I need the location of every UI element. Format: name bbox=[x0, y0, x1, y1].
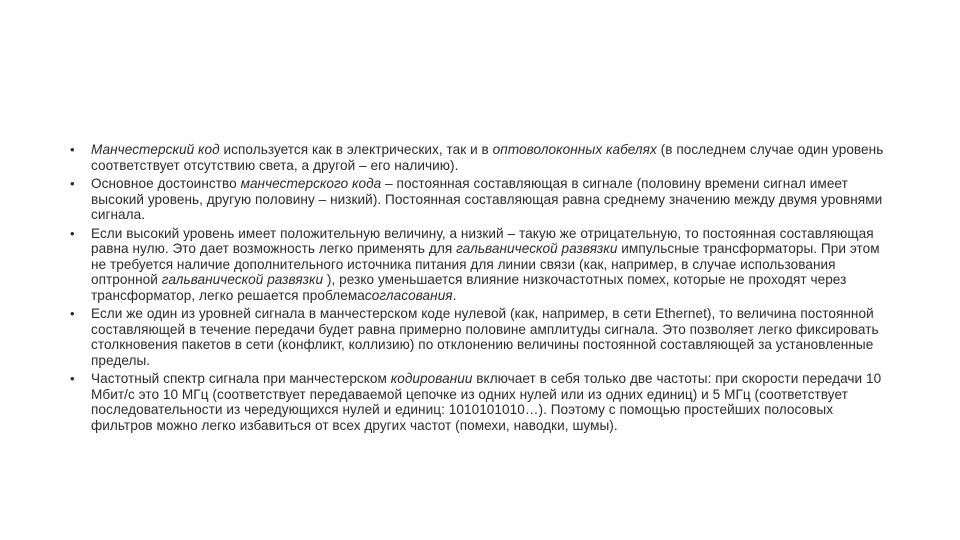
bullet-text bbox=[91, 142, 883, 173]
text-segment: включает в себя только две частоты: при скорости передачи 10 Мбит/с это 10 МГц (соответствует передаваемой цепочке из одних нулей или из одних единиц) и 5 МГц (соответствует последовательности из чередующихся нулей и единиц: 1010101010…). Поэтому с помощью простейших полосовых фильтров можно легко избавиться от всех других частот (помехи, наводки, шумы). bbox=[91, 371, 882, 433]
bullet-marker: • bbox=[70, 225, 75, 241]
bullet-marker: • bbox=[70, 142, 75, 157]
bullet-item bbox=[70, 142, 890, 173]
text-segment: манчестерского кода bbox=[240, 176, 382, 191]
text-segment: Манчестерский код bbox=[91, 142, 220, 157]
bullet-list bbox=[70, 142, 890, 436]
text-segment: гальванической развязки bbox=[456, 241, 618, 256]
bullet-item bbox=[70, 226, 890, 304]
text-segment: (в последнем случае один уровень соответствует отсутствию света, а другой – его наличию). bbox=[91, 142, 884, 173]
text-segment: . bbox=[452, 287, 457, 303]
bullet-marker: • bbox=[70, 371, 75, 386]
text-segment: Если же один из уровней сигнала в манчестерском коде нулевой (как, например, в сети Ethernet), то величина постоянной составляющей в течение передачи будет равна примерно половине амплитуды сигнала. Это позволяет легко фиксировать столкновения пакетов в сети (конфликт, коллизию) по отклонению величины постоянной составляющей за установленные пределы. bbox=[91, 306, 879, 368]
bullet-text bbox=[91, 306, 879, 368]
text-segment: Основное достоинство bbox=[91, 176, 241, 191]
text-segment: оптоволоконных кабелях bbox=[492, 142, 657, 157]
bullet-item bbox=[70, 306, 890, 368]
bullet-marker: • bbox=[70, 176, 75, 191]
text-segment: – постоянная составляющая в сигнале (половину времени сигнал имеет высокий уровень, другую половину – низкий). Постоянная составляющая равна среднему значению между двумя уровнями сигнала. bbox=[91, 176, 883, 222]
bullet-marker: • bbox=[70, 306, 75, 321]
text-segment: используется как в электрических, так и в bbox=[219, 142, 493, 157]
bullet-text bbox=[91, 176, 882, 222]
text-segment: гальванической развязки bbox=[161, 272, 324, 287]
bullet-item bbox=[70, 176, 890, 223]
text-segment: ), резко уменьшается влияние низкочастотных помех, которые не проходят через трансформатор, легко решается проблема bbox=[91, 272, 847, 303]
text-segment: кодировании bbox=[390, 371, 473, 386]
text-segment: импульсные трансформаторы. При этом не требуется наличие дополнительного источника питания для линии связи (как, например, в случае использования оптронной bbox=[91, 241, 880, 287]
text-segment: Если высокий уровень имеет положительную величину, а низкий – такую же отрицательную, то постоянная составляющая равна нулю. Это дает возможность легко применять для bbox=[91, 225, 874, 256]
bullet-text bbox=[91, 371, 881, 433]
bullet-item bbox=[70, 371, 890, 433]
bullet-text bbox=[91, 226, 880, 303]
text-segment: Частотный спектр сигнала при манчестерском bbox=[91, 371, 391, 386]
text-segment: согласования bbox=[364, 287, 453, 303]
